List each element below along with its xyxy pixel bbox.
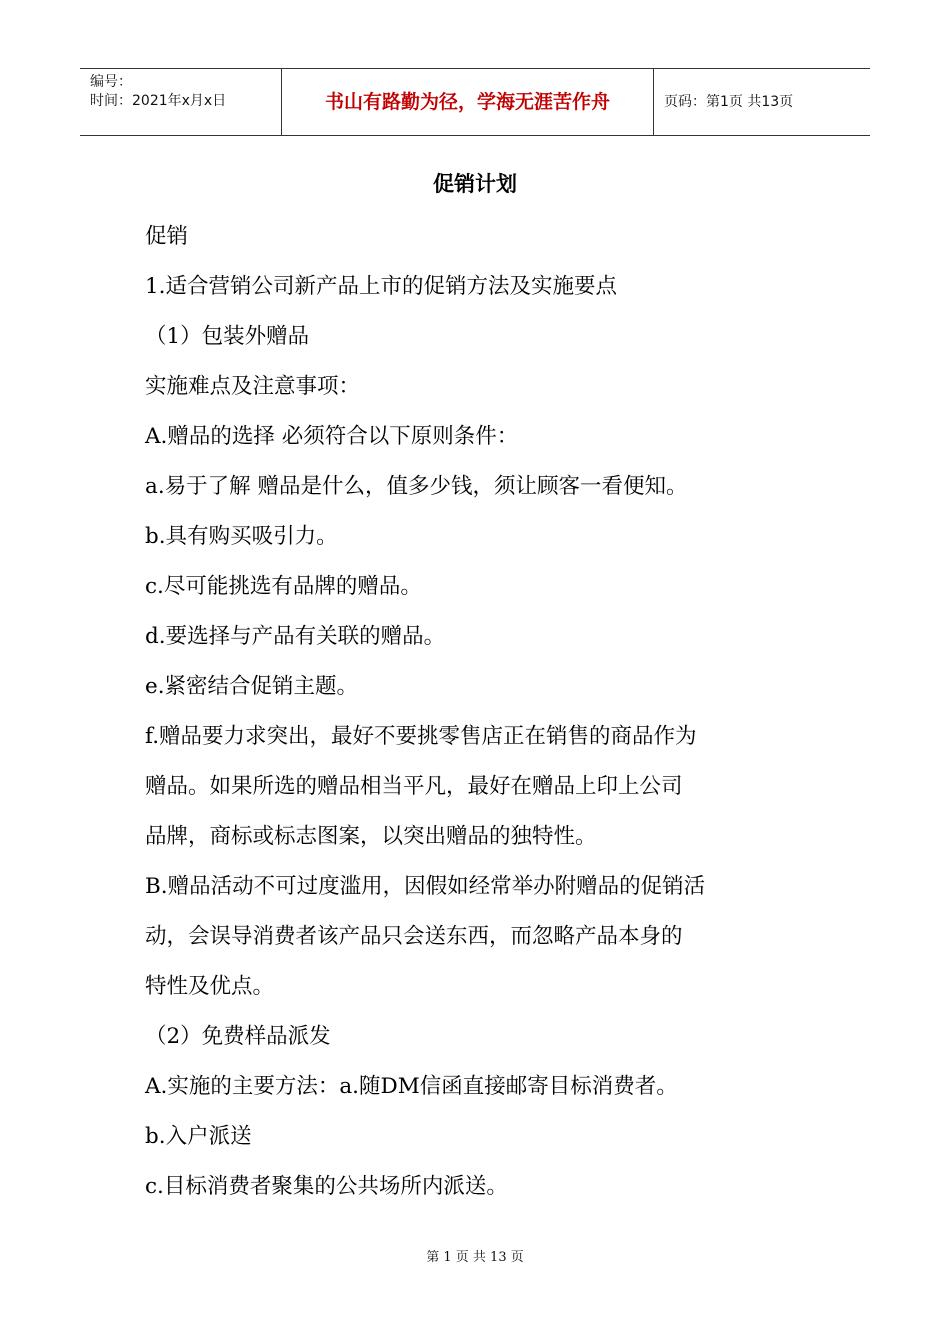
document-body [145,212,815,1212]
body-line: 1.适合营销公司新产品上市的促销方法及实施要点 [145,274,618,299]
header-number: 编号： [90,74,132,90]
body-line: 品牌，商标或标志图案，以突出赠品的独特性。 [145,824,597,849]
body-line: （2）免费样品派发 [145,1024,331,1049]
body-line: A.赠品的选择 必须符合以下原则条件： [145,424,519,449]
body-line: 特性及优点。 [145,974,275,999]
body-line: 实施难点及注意事项： [145,374,361,399]
body-line: （1）包装外赠品 [145,324,310,349]
body-line: a.易于了解 赠品是什么，值多少钱，须让顾客一看便知。 [145,474,688,499]
header-time: 时间：2021年x月x日 [90,93,227,109]
page-footer: 第 1 页 共 13 页 [426,1250,524,1265]
header-meta [80,69,282,135]
body-line: f.赠品要力求突出，最好不要挑零售店正在销售的商品作为 [145,724,697,749]
body-line: 促销 [145,224,189,249]
header-page-info: 页码：第1页 共13页 [664,94,794,110]
body-line: d.要选择与产品有关联的赠品。 [145,624,446,649]
body-line: 赠品。如果所选的赠品相当平凡，最好在赠品上印上公司 [145,774,683,799]
document-title: 促销计划 [433,172,517,196]
body-line: c.目标消费者聚集的公共场所内派送。 [145,1174,508,1199]
body-line: c.尽可能挑选有品牌的赠品。 [145,574,422,599]
body-line: e.紧密结合促销主题。 [145,674,359,699]
body-line: b.入户派送 [145,1124,252,1149]
body-line: 动，会误导消费者该产品只会送东西，而忽略产品本身的 [145,924,683,949]
header-motto: 书山有路勤为径，学海无涯苦作舟 [282,69,654,135]
body-line: b.具有购买吸引力。 [145,524,338,549]
document-header [80,68,870,136]
body-line: B.赠品活动不可过度滥用，因假如经常举办附赠品的促销活 [145,874,706,899]
body-line: A.实施的主要方法：a.随DM信函直接邮寄目标消费者。 [145,1074,678,1099]
